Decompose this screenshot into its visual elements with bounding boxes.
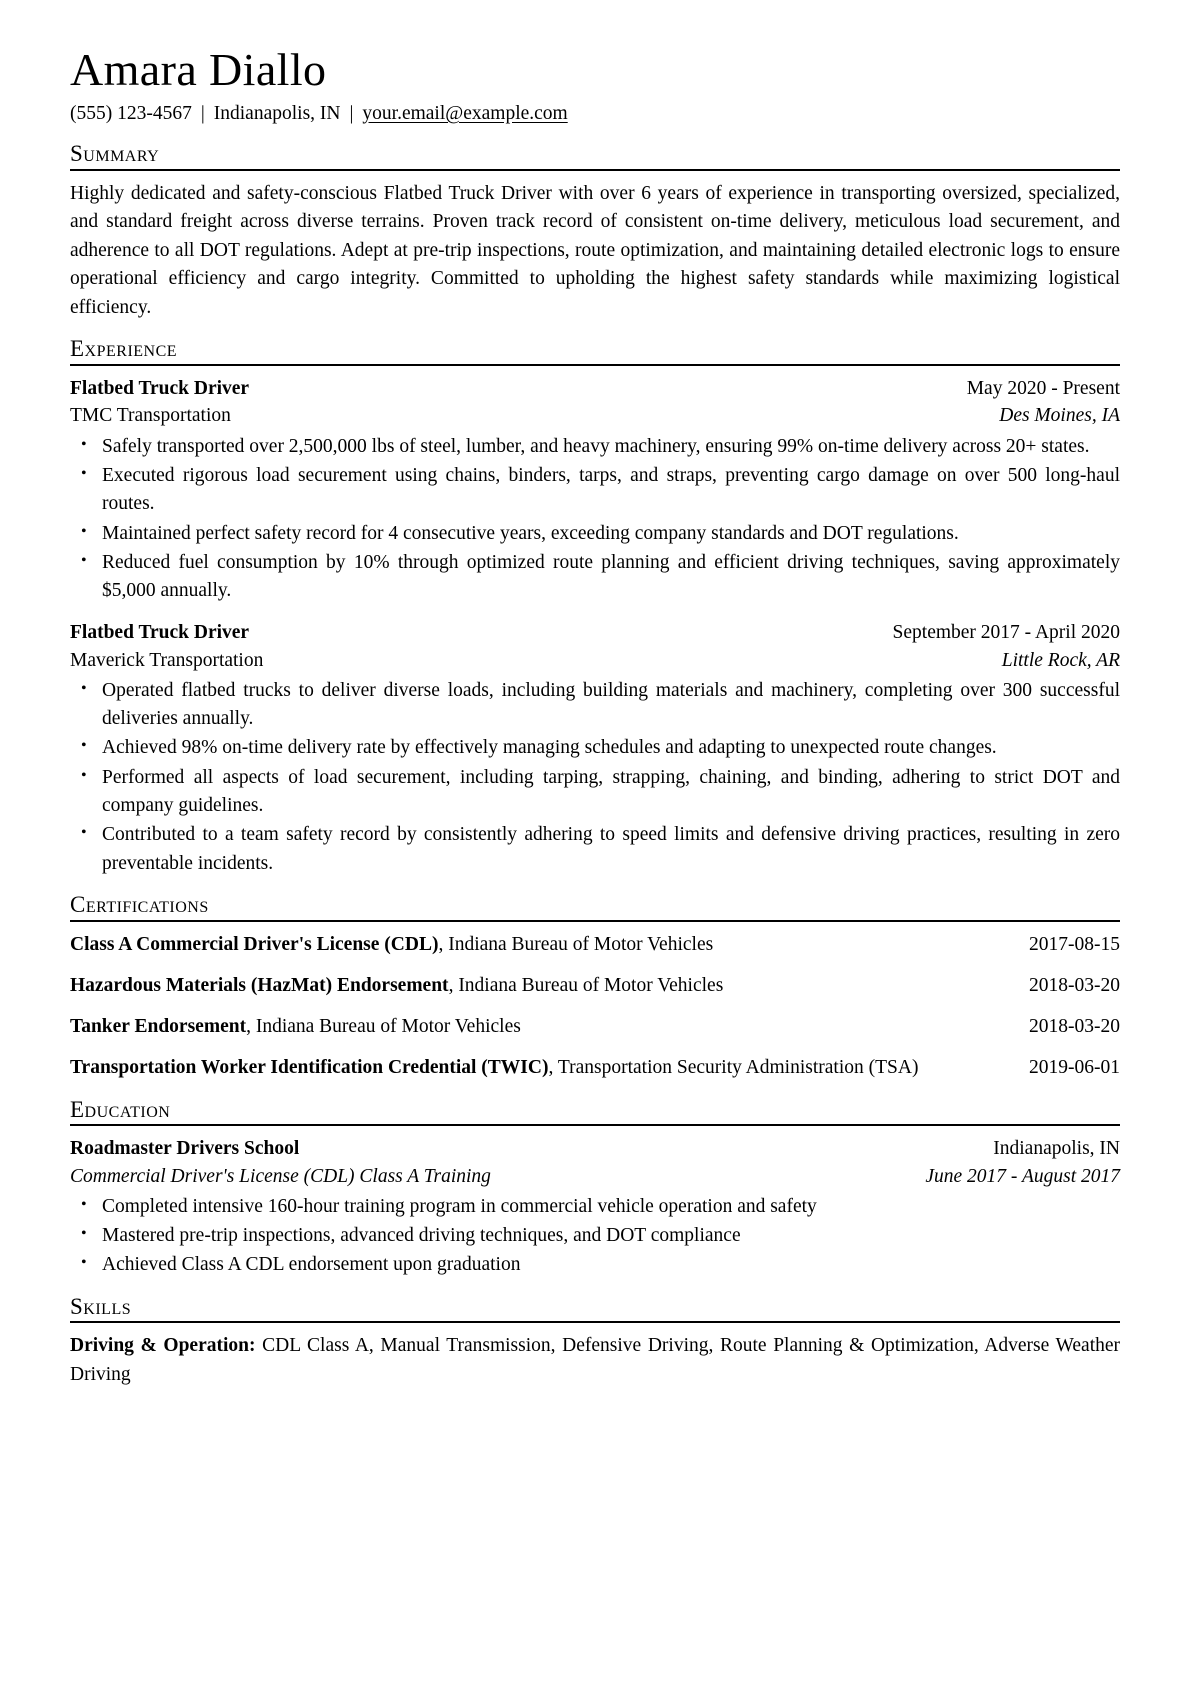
section-rule-education: [70, 1124, 1120, 1126]
experience-entry: [70, 375, 1120, 605]
section-title-certifications: Certifications: [70, 891, 209, 917]
education-location: Indianapolis, IN: [993, 1138, 1120, 1160]
experience-company-row: [70, 647, 1120, 674]
experience-company-row: [70, 402, 1120, 429]
certification-entry: [70, 1054, 1120, 1082]
experience-job-title: Flatbed Truck Driver: [70, 622, 250, 644]
experience-bullet: • Maintained perfect safety record for 4 consecutive years, exceeding company standards and DOT regulations.: [100, 520, 1120, 548]
section-certifications: [70, 892, 1120, 1083]
certification-name: Tanker Endorsement: [70, 1016, 247, 1038]
certification-name: Transportation Worker Identification Credential (TWIC): [70, 1057, 549, 1079]
section-rule-certifications: [70, 920, 1120, 922]
certification-name: Class A Commercial Driver's License (CDL): [70, 933, 439, 955]
section-title-skills: Skills: [70, 1293, 132, 1319]
certification-issuer: , Indiana Bureau of Motor Vehicles: [448, 974, 724, 996]
section-summary: [70, 141, 1120, 323]
experience-bullet-list: [70, 433, 1120, 606]
candidate-name: Amara Diallo: [70, 44, 327, 95]
section-title-experience: Experience: [70, 336, 178, 362]
certification-issuer: , Indiana Bureau of Motor Vehicles: [438, 933, 714, 955]
contact-location: Indianapolis, IN: [213, 102, 341, 124]
section-experience: [70, 336, 1120, 877]
section-rule-summary: [70, 169, 1120, 171]
education-dates: June 2017 - August 2017: [925, 1165, 1120, 1187]
section-rule-experience: [70, 364, 1120, 366]
experience-bullet-list: [70, 677, 1120, 878]
experience-bullet: • Executed rigorous load securement using chains, binders, tarps, and straps, preventing cargo damage on over 500 long-haul routes.: [100, 462, 1120, 519]
experience-location: Des Moines, IA: [999, 405, 1120, 427]
certification-issuer: , Indiana Bureau of Motor Vehicles: [246, 1016, 521, 1038]
experience-bullet: • Safely transported over 2,500,000 lbs of steel, lumber, and heavy machinery, ensuring 99% on-time delivery across 20+ states.: [100, 433, 1120, 461]
experience-dates: May 2020 - Present: [966, 378, 1120, 400]
contact-phone: (555) 123-4567: [70, 102, 192, 124]
contact-email-link[interactable]: your.email@example.com: [362, 102, 568, 124]
experience-title-row: [70, 619, 1120, 646]
experience-bullet: • Reduced fuel consumption by 10% through optimized route planning and efficient driving techniques, saving approximately $5,000 annually.: [100, 549, 1120, 606]
education-bullet: • Mastered pre-trip inspections, advanced driving techniques, and DOT compliance: [100, 1222, 1120, 1250]
certification-entry: [70, 972, 1120, 1000]
resume-header: [70, 44, 1120, 127]
section-rule-skills: [70, 1321, 1120, 1323]
certification-date: 2017-08-15: [1029, 933, 1120, 955]
skill-group: [70, 1332, 1120, 1389]
experience-entry: [70, 619, 1120, 877]
section-skills: [70, 1294, 1120, 1389]
certification-entry: [70, 1013, 1120, 1041]
education-school-row: [70, 1135, 1120, 1162]
experience-bullet: • Achieved 98% on-time delivery rate by effectively managing schedules and adapting to unexpected route changes.: [100, 734, 1120, 762]
education-degree-row: [70, 1163, 1120, 1190]
section-title-education: Education: [70, 1096, 171, 1122]
experience-dates: September 2017 - April 2020: [892, 622, 1120, 644]
education-entry: [70, 1135, 1120, 1279]
skill-category-label: Driving & Operation:: [70, 1335, 256, 1357]
experience-company: Maverick Transportation: [70, 649, 264, 671]
education-bullet-list: [70, 1193, 1120, 1280]
contact-separator-2: |: [349, 102, 354, 124]
certification-name: Hazardous Materials (HazMat) Endorsement: [70, 974, 449, 996]
summary-text: Highly dedicated and safety-conscious Flatbed Truck Driver with over 6 years of experience in transporting oversized, specialized, and standard freight across diverse terrains. Proven track record of consistent on-time delivery, meticulous load securement, and adherence to all DOT regulations. Adept at pre-trip inspections, route optimization, and maintaining detailed electronic logs to ensure operational efficiency and cargo integrity. Committed to upholding the highest safety standards while maximizing logistical efficiency.: [70, 182, 1120, 318]
skill-items: CDL Class A, Manual Transmission, Defensive Driving, Route Planning & Optimization, Adverse Weather Driving: [70, 1335, 1121, 1385]
experience-company: TMC Transportation: [70, 405, 231, 427]
contact-separator-1: |: [200, 102, 205, 124]
education-degree: Commercial Driver's License (CDL) Class A Training: [70, 1165, 491, 1187]
education-school: Roadmaster Drivers School: [70, 1138, 300, 1160]
certification-date: 2018-03-20: [1029, 1016, 1120, 1038]
experience-title-row: [70, 375, 1120, 402]
education-bullet: • Completed intensive 160-hour training program in commercial vehicle operation and safety: [100, 1193, 1120, 1221]
experience-bullet: • Operated flatbed trucks to deliver diverse loads, including building materials and machinery, completing over 300 successful deliveries annually.: [100, 677, 1120, 734]
section-education: [70, 1097, 1120, 1280]
certification-date: 2019-06-01: [1029, 1057, 1120, 1079]
experience-location: Little Rock, AR: [1001, 649, 1120, 671]
certification-entry: [70, 931, 1120, 959]
section-title-summary: Summary: [70, 140, 160, 166]
experience-bullet: • Contributed to a team safety record by consistently adhering to speed limits and defensive driving practices, resulting in zero preventable incidents.: [100, 821, 1120, 878]
education-bullet: • Achieved Class A CDL endorsement upon graduation: [100, 1251, 1120, 1279]
experience-bullet: • Performed all aspects of load securement, including tarping, strapping, chaining, and binding, adhering to strict DOT and company guidelines.: [100, 764, 1120, 821]
certification-date: 2018-03-20: [1029, 974, 1120, 996]
experience-job-title: Flatbed Truck Driver: [70, 378, 250, 400]
certification-issuer: , Transportation Security Administration (TSA): [548, 1057, 919, 1079]
contact-line: [70, 100, 1120, 127]
